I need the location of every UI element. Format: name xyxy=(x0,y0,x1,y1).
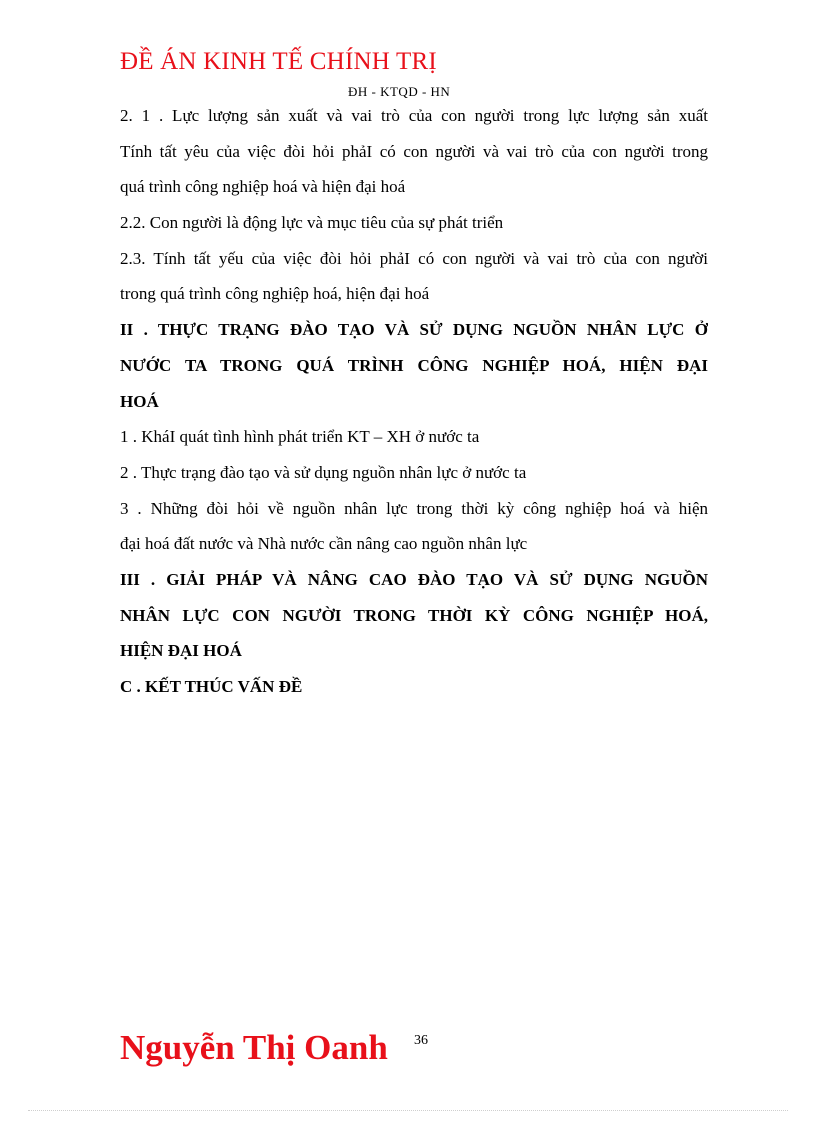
section-heading: C . KẾT THÚC VẤN ĐỀ xyxy=(120,677,303,696)
section-heading: III . GIẢI PHÁP VÀ NÂNG CAO ĐÀO TẠO VÀ SỬ DỤNG NGUỒN xyxy=(120,569,708,589)
section-heading: NHÂN LỰC CON NGƯỜI TRONG THỜI KỲ CÔNG NGHIỆP HOÁ, xyxy=(120,605,708,625)
page-number: 36 xyxy=(414,1033,428,1048)
document-body xyxy=(120,98,708,705)
section-heading: HIỆN ĐẠI HOÁ xyxy=(120,641,242,661)
text-line: đại hoá đất nước và Nhà nước cần nâng cao nguồn nhân lực xyxy=(120,534,528,554)
section-heading: II . THỰC TRẠNG ĐÀO TẠO VÀ SỬ DỤNG NGUỒN NHÂN LỰC Ở xyxy=(120,320,708,340)
text-line: 2. 1 . Lực lượng sản xuất và vai trò của con người trong lực lượng sản xuất xyxy=(120,106,708,125)
document-title: ĐỀ ÁN KINH TẾ CHÍNH TRỊ xyxy=(120,48,437,75)
author-name: Nguyễn Thị Oanh xyxy=(120,1028,388,1067)
text-line: quá trình công nghiệp hoá và hiện đại hoá xyxy=(120,177,406,197)
document-subtitle: ĐH - KTQD - HN xyxy=(348,84,451,99)
section-heading: NƯỚC TA TRONG QUÁ TRÌNH CÔNG NGHIỆP HOÁ, HIỆN ĐẠI xyxy=(120,355,708,375)
text-line: 2 . Thực trạng đào tạo và sử dụng nguồn nhân lực ở nước ta xyxy=(120,462,527,482)
section-heading: HOÁ xyxy=(120,391,159,411)
text-line: Tính tất yêu của việc đòi hỏi phảI có con người và vai trò của con người trong xyxy=(120,141,708,161)
text-line: trong quá trình công nghiệp hoá, hiện đại hoá xyxy=(120,284,430,304)
text-line: 2.2. Con người là động lực và mục tiêu của sự phát triển xyxy=(120,213,504,233)
text-line: 3 . Những đòi hỏi về nguồn nhân lực trong thời kỳ công nghiệp hoá và hiện xyxy=(120,498,708,518)
text-line: 2.3. Tính tất yếu của việc đòi hỏi phảI có con người và vai trò của con người xyxy=(120,248,708,268)
footer-divider xyxy=(28,1110,788,1111)
text-line: 1 . KháI quát tình hình phát triển KT – XH ở nước ta xyxy=(120,427,480,447)
